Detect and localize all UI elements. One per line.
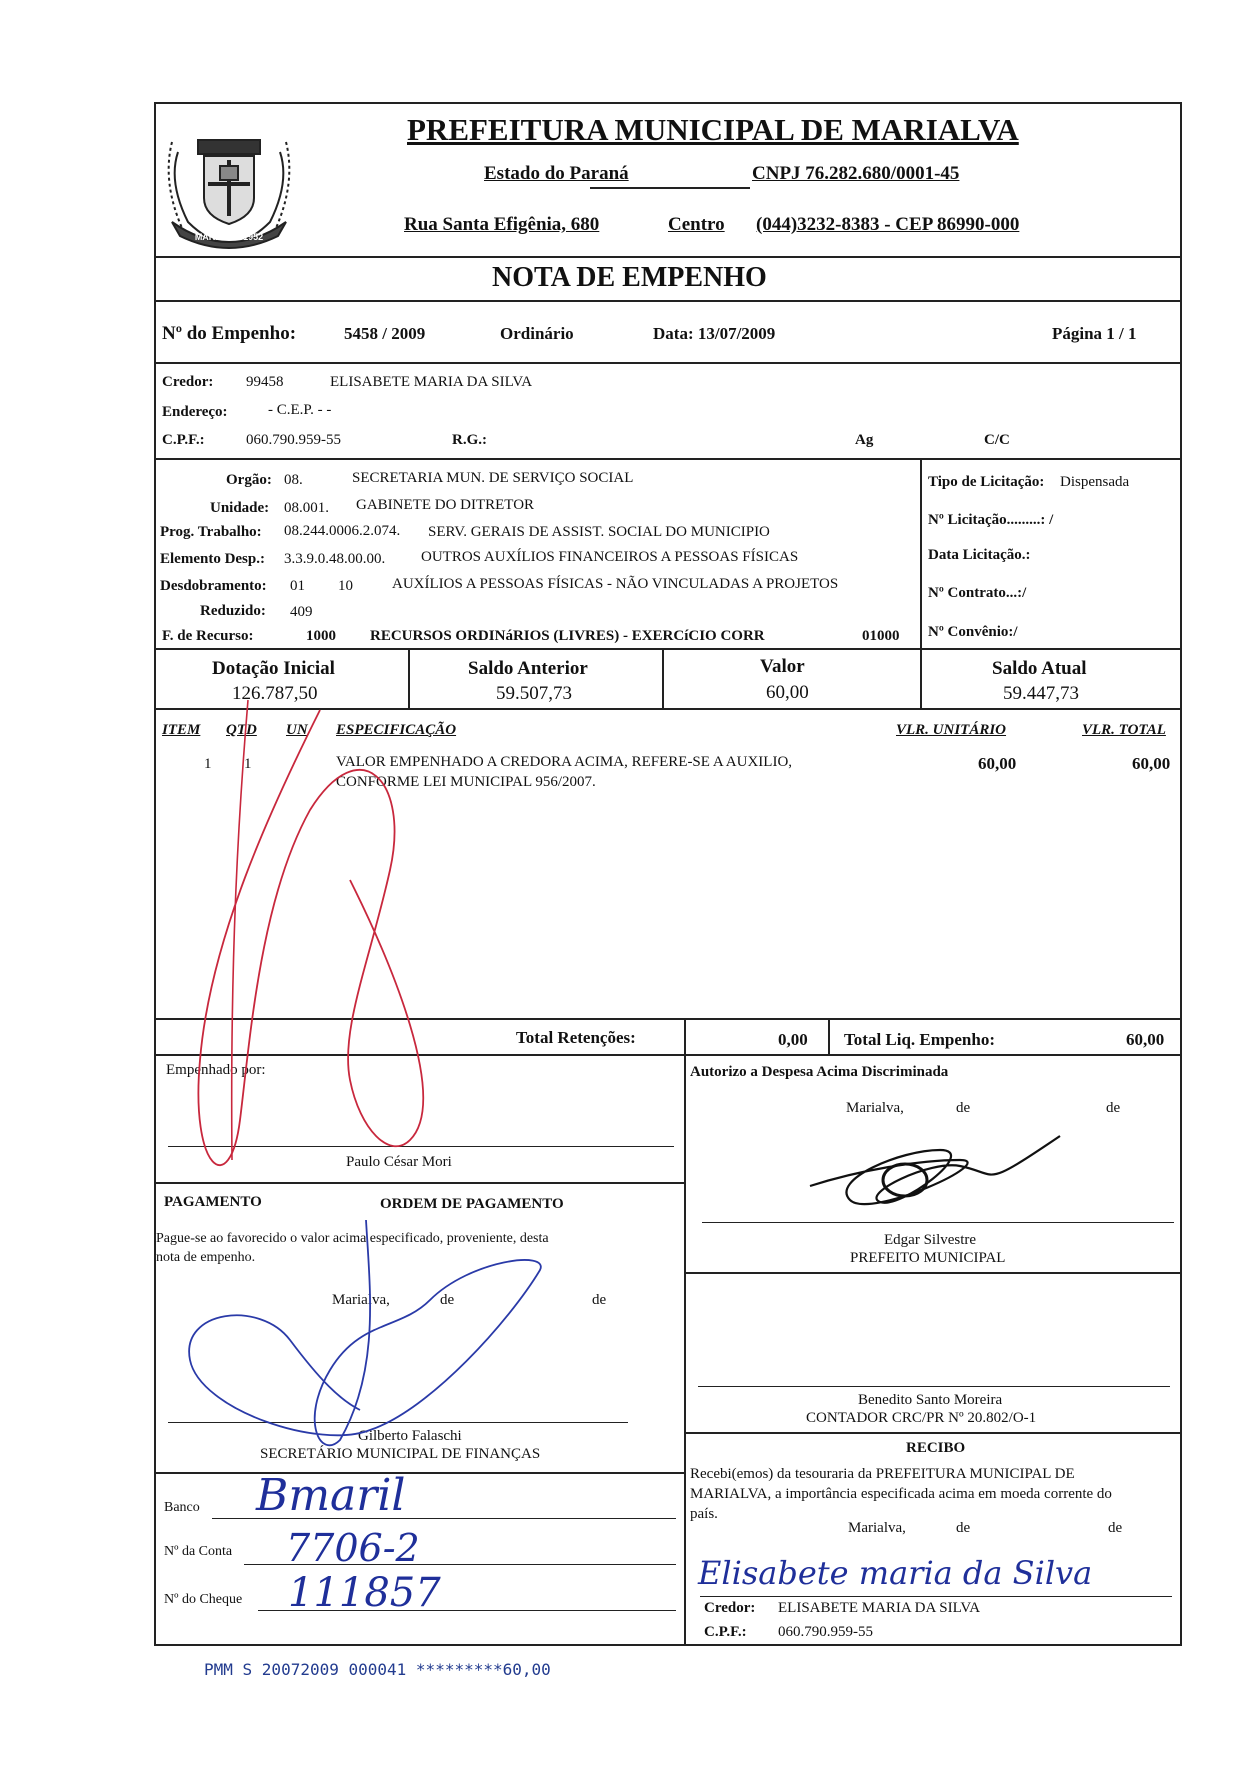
totals-divider — [662, 648, 664, 708]
reduzido-label: Reduzido: — [200, 603, 266, 619]
coat-of-arms-logo — [158, 112, 300, 254]
pagamento-role: SECRETÁRIO MUNICIPAL DE FINANÇAS — [260, 1446, 541, 1462]
recibo-line2: MARIALVA, a importância especificada acima em moeda corrente do — [690, 1486, 1112, 1502]
mayor-signature-mark — [800, 1130, 1080, 1230]
col-header-unit: VLR. UNITÁRIO — [896, 722, 1007, 738]
reduzido-value: 409 — [290, 604, 313, 620]
desdobramento-a: 01 — [290, 578, 305, 594]
pagamento-text-1: Pague-se ao favorecido o valor acima especificado, proveniente, desta — [156, 1231, 549, 1246]
address-value: - C.E.P. - - — [268, 402, 332, 418]
credor-label: Credor: — [162, 374, 214, 390]
desdobramento-name: AUXÍLIOS A PESSOAS FÍSICAS - NÃO VINCULADAS A PROJETOS — [392, 576, 839, 592]
red-signature-mark — [150, 700, 570, 1220]
page-number: Página 1 / 1 — [1052, 324, 1137, 343]
cheque-handwritten: 111857 — [288, 1570, 441, 1616]
valor-label: Valor — [760, 656, 805, 677]
orgao-name: SECRETARIA MUN. DE SERVIÇO SOCIAL — [352, 470, 634, 486]
autorizo-signer: Edgar Silvestre — [884, 1232, 977, 1248]
unidade-code: 08.001. — [284, 500, 329, 516]
col-header-item: ITEM — [162, 722, 201, 738]
recibo-line1: Recebi(emos) da tesouraria da PREFEITURA MUNICIPAL DE — [690, 1466, 1075, 1482]
col-header-spec: ESPECIFICAÇÃO — [336, 722, 457, 738]
signature-line — [700, 1596, 1172, 1597]
district-label: Centro — [668, 214, 725, 235]
pagamento-place: Marialva, — [332, 1292, 390, 1308]
recibo-cpf-label: C.P.F.: — [704, 1624, 747, 1640]
banco-handwritten: Bmaril — [256, 1470, 406, 1521]
recibo-credor-label: Credor: — [704, 1600, 756, 1616]
empenhado-label: Empenhado por: — [166, 1062, 266, 1078]
address-label: Rua Santa Efigênia, 680 — [404, 214, 600, 235]
divider — [154, 458, 1182, 460]
row-spec-line2: CONFORME LEI MUNICIPAL 956/2007. — [336, 774, 596, 790]
convenio: Nº Convênio:/ — [928, 624, 1018, 640]
dotacao-value: 126.787,50 — [232, 683, 318, 704]
state-label: Estado do Paraná — [484, 163, 629, 184]
retencoes-divider — [828, 1018, 830, 1054]
prog-name: SERV. GERAIS DE ASSIST. SOCIAL DO MUNICIPIO — [428, 524, 770, 540]
row-total: 60,00 — [1132, 754, 1171, 773]
saldo-anterior-value: 59.507,73 — [496, 683, 572, 704]
empenho-number: 5458 / 2009 — [344, 324, 426, 343]
tipo-licitacao-value: Dispensada — [1060, 474, 1130, 490]
autorizo-place: Marialva, — [846, 1100, 904, 1116]
recibo-cpf-value: 060.790.959-55 — [778, 1624, 873, 1640]
finance-signature-mark — [170, 1210, 570, 1450]
saldo-anterior-label: Saldo Anterior — [468, 658, 588, 679]
desdobramento-label: Desdobramento: — [160, 578, 267, 594]
col-header-total: VLR. TOTAL — [1082, 722, 1166, 738]
autorizo-de2: de — [1106, 1100, 1121, 1116]
municipality-title: PREFEITURA MUNICIPAL DE MARIALVA — [407, 112, 1019, 147]
cc-label: C/C — [984, 432, 1010, 448]
dotacao-label: Dotação Inicial — [212, 658, 335, 679]
header-underline — [590, 187, 750, 189]
document-title: NOTA DE EMPENHO — [492, 262, 767, 293]
row-item: 1 — [204, 756, 212, 772]
recurso-code: 1000 — [306, 628, 336, 644]
saldo-atual-label: Saldo Atual — [992, 658, 1087, 679]
totals-divider — [408, 648, 410, 708]
pagamento-de2: de — [592, 1292, 607, 1308]
saldo-atual-value: 59.447,73 — [1003, 683, 1079, 704]
empenho-type: Ordinário — [500, 324, 574, 343]
contador-signer: Benedito Santo Moreira — [858, 1392, 1003, 1408]
desdobramento-b: 10 — [338, 578, 353, 594]
recibo-title: RECIBO — [906, 1440, 966, 1456]
autorizo-de1: de — [956, 1100, 971, 1116]
elemento-code: 3.3.9.0.48.00.00. — [284, 551, 386, 567]
divider — [154, 362, 1182, 364]
retencoes-value: 0,00 — [778, 1030, 808, 1049]
conta-handwritten: 7706-2 — [286, 1526, 420, 1570]
cpf-label: C.P.F.: — [162, 432, 205, 448]
budget-divider — [920, 458, 922, 648]
phone-cep-label: (044)3232-8383 - CEP 86990-000 — [756, 214, 1020, 235]
pagamento-text-2: nota de empenho. — [156, 1250, 256, 1265]
tipo-licitacao-label: Tipo de Licitação: — [928, 474, 1045, 490]
divider — [154, 300, 1182, 302]
lower-divider — [684, 1054, 686, 1646]
row-unit: 60,00 — [978, 754, 1017, 773]
valor-value: 60,00 — [766, 682, 809, 703]
cpf-value: 060.790.959-55 — [246, 432, 341, 448]
liq-label: Total Liq. Empenho: — [844, 1030, 995, 1049]
empenho-date: Data: 13/07/2009 — [653, 324, 776, 343]
contrato: Nº Contrato...:/ — [928, 585, 1027, 601]
cheque-label: Nº do Cheque — [164, 1592, 243, 1607]
conta-label: Nº da Conta — [164, 1544, 233, 1559]
recurso-code2: 01000 — [862, 628, 900, 644]
recibo-de2: de — [1108, 1520, 1123, 1536]
numero-licitacao: Nº Licitação.........: / — [928, 512, 1054, 528]
elemento-label: Elemento Desp.: — [160, 551, 265, 567]
autorizo-role: PREFEITO MUNICIPAL — [850, 1250, 1006, 1266]
orgao-label: Orgão: — [226, 472, 272, 488]
pagamento-signer: Gilberto Falaschi — [358, 1428, 462, 1444]
banco-label: Banco — [164, 1500, 200, 1515]
divider — [154, 1472, 684, 1474]
divider — [684, 1272, 1182, 1274]
col-header-qtd: QTD — [226, 722, 257, 738]
coat-of-arms-text: MARIALVA 1952 — [194, 232, 264, 242]
recibo-line3: país. — [690, 1506, 718, 1522]
liq-value: 60,00 — [1126, 1030, 1165, 1049]
unidade-label: Unidade: — [210, 500, 270, 516]
cnpj-label: CNPJ 76.282.680/0001-45 — [752, 163, 960, 184]
retencoes-divider — [684, 1018, 686, 1054]
totals-divider — [920, 648, 922, 708]
divider — [684, 1432, 1182, 1434]
pagamento-de1: de — [440, 1292, 455, 1308]
recurso-name: RECURSOS ORDINáRIOS (LIVRES) - EXERCíCIO CORR — [370, 628, 765, 644]
autorizo-title: Autorizo a Despesa Acima Discriminada — [690, 1064, 949, 1080]
recibo-credor-name: ELISABETE MARIA DA SILVA — [778, 1600, 981, 1616]
row-spec-line1: VALOR EMPENHADO A CREDORA ACIMA, REFERE-SE A AUXILIO, — [336, 754, 793, 770]
empenho-number-label: Nº do Empenho: — [162, 323, 297, 344]
row-qtd: 1 — [244, 756, 252, 772]
retencoes-label: Total Retenções: — [516, 1028, 636, 1047]
ag-label: Ag — [855, 432, 874, 448]
prog-label: Prog. Trabalho: — [160, 524, 262, 540]
signature-line — [698, 1386, 1170, 1387]
divider — [154, 648, 1182, 650]
recurso-label: F. de Recurso: — [162, 628, 254, 644]
prog-code: 08.244.0006.2.074. — [284, 523, 401, 539]
orgao-code: 08. — [284, 472, 303, 488]
data-licitacao: Data Licitação.: — [928, 547, 1031, 563]
divider — [154, 256, 1182, 258]
address-field-label: Endereço: — [162, 404, 228, 420]
col-header-un: UN — [286, 722, 308, 738]
pagamento-title: ORDEM DE PAGAMENTO — [380, 1196, 564, 1212]
unidade-name: GABINETE DO DITRETOR — [356, 497, 535, 513]
credor-name: ELISABETE MARIA DA SILVA — [330, 374, 533, 390]
empenhado-signer: Paulo César Mori — [346, 1154, 452, 1170]
recibo-de1: de — [956, 1520, 971, 1536]
credor-code: 99458 — [246, 374, 284, 390]
recibo-place: Marialva, — [848, 1520, 906, 1536]
credor-handwritten-signature: Elisabete maria da Silva — [698, 1554, 1093, 1592]
rg-label: R.G.: — [452, 432, 487, 448]
contador-role: CONTADOR CRC/PR Nº 20.802/O-1 — [806, 1410, 1037, 1426]
elemento-name: OUTROS AUXÍLIOS FINANCEIROS A PESSOAS FÍSICAS — [421, 549, 799, 565]
payment-stamp: PMM S 20072009 000041 *********60,00 — [204, 1660, 551, 1679]
pagamento-label: PAGAMENTO — [164, 1194, 262, 1210]
